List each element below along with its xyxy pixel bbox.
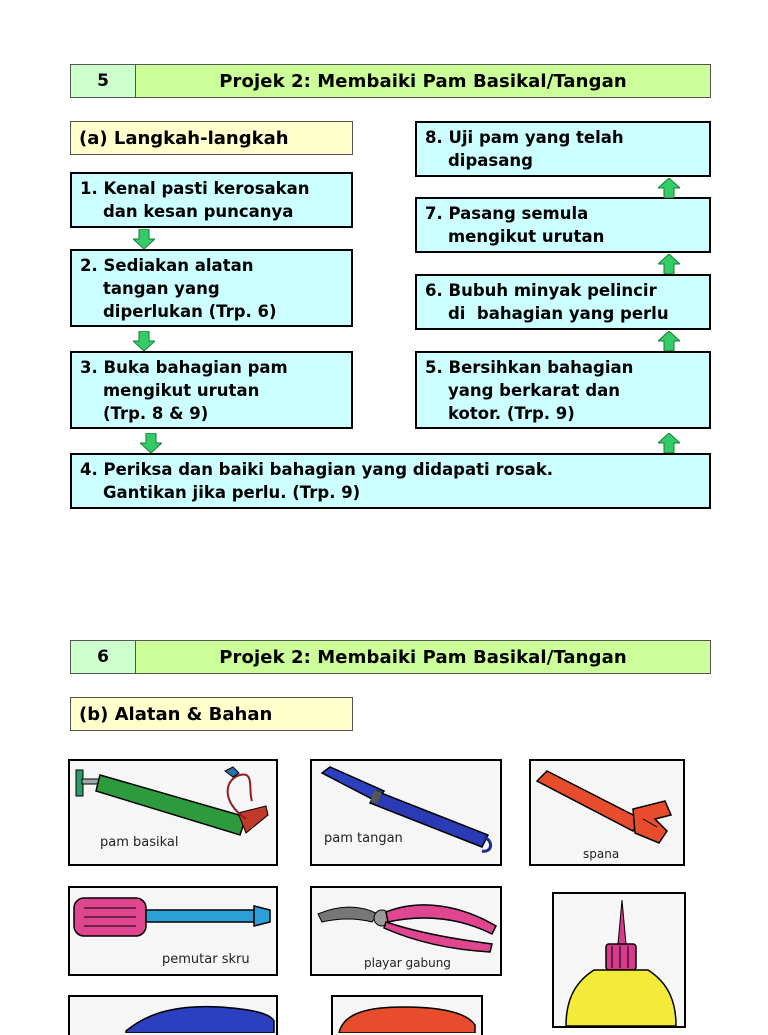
section6-number: 6 (71, 641, 136, 673)
tool-pemutar-skru (68, 886, 278, 976)
step-8: 8. Uji pam yang telah dipasang (415, 121, 711, 177)
section5-header (70, 64, 711, 98)
tool-pam-basikal (68, 759, 278, 866)
arrow-down-icon (133, 331, 155, 351)
blue-tool-icon (70, 997, 276, 1033)
tool-spana (529, 759, 685, 866)
caption-pemutar-skru: pemutar skru (162, 952, 250, 967)
caption-spana: spana (583, 847, 620, 861)
glue-bottle-icon (554, 894, 684, 1026)
tool-glue-bottle (552, 892, 686, 1028)
tool-partial-blue (68, 995, 278, 1035)
section6-subheading: (b) Alatan & Bahan (70, 697, 353, 731)
tool-pam-tangan (310, 759, 502, 866)
step-5: 5. Bersihkan bahagian yang berkarat dan kotor. (Trp. 9) (415, 351, 711, 429)
caption-pam-tangan: pam tangan (324, 831, 403, 846)
red-tool-icon (333, 997, 481, 1033)
step-2: 2. Sediakan alatan tangan yang diperlukan (Trp. 6) (70, 249, 353, 327)
arrow-up-icon (658, 254, 680, 274)
caption-playar-gabung: playar gabung (364, 956, 451, 970)
step-6: 6. Bubuh minyak pelincir di bahagian yang perlu (415, 274, 711, 330)
section6-title: Projek 2: Membaiki Pam Basikal/Tangan (136, 641, 710, 673)
step-1: 1. Kenal pasti kerosakan dan kesan puncanya (70, 172, 353, 228)
arrow-up-icon (658, 433, 680, 453)
caption-pam-basikal: pam basikal (100, 835, 179, 850)
arrow-up-icon (658, 331, 680, 351)
arrow-up-icon (658, 178, 680, 198)
arrow-down-icon (140, 433, 162, 453)
step-3: 3. Buka bahagian pam mengikut urutan (Trp. 8 & 9) (70, 351, 353, 429)
hand-pump-icon (312, 761, 500, 864)
step-7: 7. Pasang semula mengikut urutan (415, 197, 711, 253)
step-4: 4. Periksa dan baiki bahagian yang didapati rosak. Gantikan jika perlu. (Trp. 9) (70, 453, 711, 509)
section5-subheading: (a) Langkah-langkah (70, 121, 353, 155)
tool-partial-red (331, 995, 483, 1035)
section5-title: Projek 2: Membaiki Pam Basikal/Tangan (136, 65, 710, 97)
arrow-down-icon (133, 229, 155, 249)
section6-header (70, 640, 711, 674)
tool-playar-gabung (310, 886, 502, 976)
section5-number: 5 (71, 65, 136, 97)
